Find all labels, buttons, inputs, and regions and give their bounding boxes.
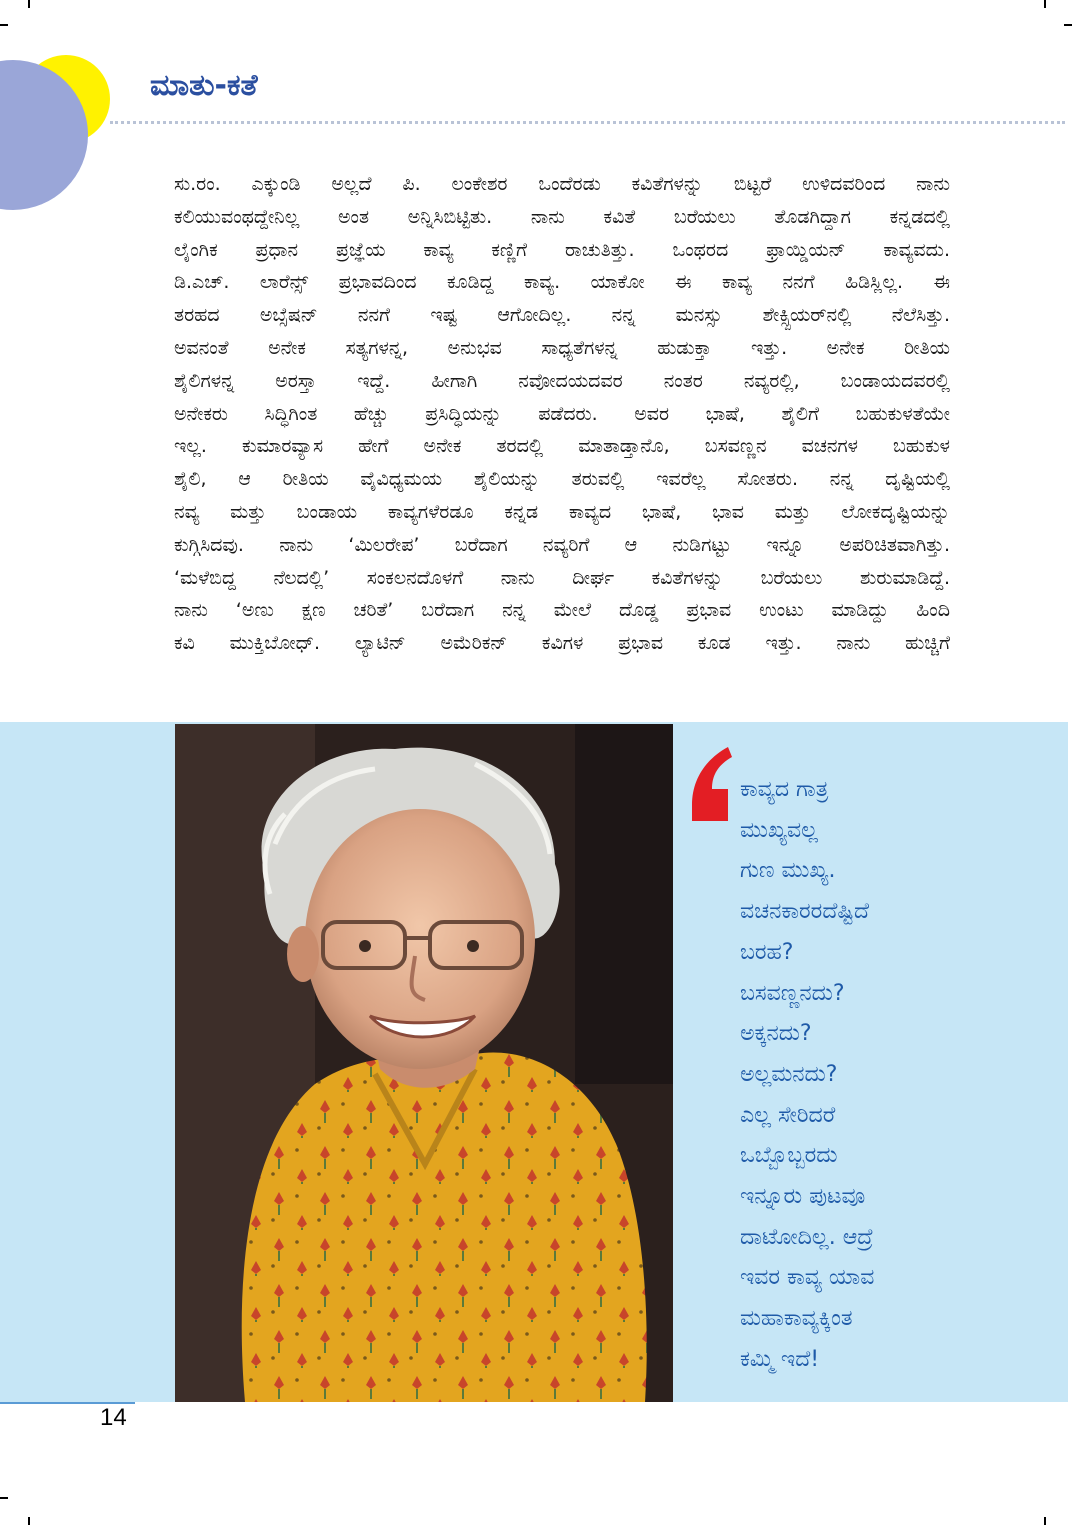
article-body — [174, 168, 950, 660]
pull-quote-line: ಅಲ್ಲಮನದು? — [740, 1061, 838, 1087]
pull-quote-line: ಗುಣ ಮುಖ್ಯ. — [740, 858, 836, 884]
author-portrait — [175, 724, 673, 1402]
article-line: ಅವನಂತೆ ಅನೇಕ ಸತ್ಯಗಳನ್ನ, ಅನುಭವ ಸಾಧ್ಯತೆಗಳನ್ನ ಹುಡುಕ್ತಾ ಇತ್ತು. ಅನೇಕ ರೀತಿಯ — [174, 336, 950, 359]
article-line: ಕುಗ್ಗಿಸಿದವು. ನಾನು ‘ಮಿಲರೇಪ’ ಬರೆದಾಗ ನವ್ಯರಿಗೆ ಆ ನುಡಿಗಟ್ಟು ಇನ್ನೂ ಅಪರಿಚಿತವಾಗಿತ್ತು. — [174, 533, 950, 556]
pull-quote-line: ಕಾವ್ಯದ ಗಾತ್ರ — [740, 777, 829, 802]
page-number: 14 — [100, 1404, 127, 1431]
dotted-divider — [110, 121, 1065, 124]
pull-quote-line: ಇವರ ಕಾವ್ಯ ಯಾವ — [740, 1265, 875, 1291]
article-line: ಕಲಿಯುವಂಥದ್ದೇನಿಲ್ಲ ಅಂತ ಅನ್ನಿಸಿಬಿಟ್ಟಿತು. ನಾನು ಕವಿತೆ ಬರೆಯಲು ತೊಡಗಿದ್ದಾಗ ಕನ್ನಡದಲ್ಲಿ — [174, 205, 950, 228]
quote-mark-icon — [688, 745, 732, 823]
article-line: ಇಲ್ಲ. ಕುಮಾರವ್ಯಾಸ ಹೇಗೆ ಅನೇಕ ತರದಲ್ಲಿ ಮಾತಾಡ್ತಾನೊ, ಬಸವಣ್ಣನ ವಚನಗಳ ಬಹುಕುಳ — [174, 435, 950, 458]
article-line: ಶೈಲಿಗಳನ್ನ ಅರಸ್ತಾ ಇದ್ದೆ. ಹೀಗಾಗಿ ನವೋದಯದವರ ನಂತರ ನವ್ಯರಲ್ಲಿ, ಬಂಡಾಯದವರಲ್ಲಿ — [174, 369, 950, 392]
pull-quote-line: ಮುಖ್ಯವಲ್ಲ — [740, 817, 818, 843]
pull-quote-line: ಇನ್ನೂರು ಪುಟವೂ — [740, 1184, 866, 1210]
pull-quote-line: ಅಕ್ಕನದು? — [740, 1021, 812, 1047]
crop-mark — [1044, 0, 1046, 8]
pull-quote-line: ದಾಟೋದಿಲ್ಲ. ಆದ್ರೆ — [740, 1224, 874, 1250]
crop-mark — [0, 1497, 8, 1499]
crop-mark — [1044, 1517, 1046, 1525]
pull-quote-line: ಎಲ್ಲ ಸೇರಿದರೆ — [740, 1102, 836, 1128]
portrait-illustration — [175, 724, 673, 1402]
pull-quote-line: ಬರಹ? — [740, 939, 794, 965]
pull-quote-line: ಒಬ್ಬೊಬ್ಬರದು — [740, 1143, 838, 1169]
article-line: ಸು.ರಂ. ಎಕ್ಕುಂಡಿ ಅಲ್ಲದೆ ಪಿ. ಲಂಕೇಶರ ಒಂದೆರಡು ಕವಿತೆಗಳನ್ನು ಬಿಟ್ಟರೆ ಉಳಿದವರಿಂದ ನಾನು — [174, 173, 950, 195]
pull-quote-line: ವಚನಕಾರರದೆಷ್ಟಿದೆ — [740, 899, 870, 925]
article-line: ನವ್ಯ ಮತ್ತು ಬಂಡಾಯ ಕಾವ್ಯಗಳೆರಡೂ ಕನ್ನಡ ಕಾವ್ಯದ ಭಾಷೆ, ಭಾವ ಮತ್ತು ಲೋಕದೃಷ್ಟಿಯನ್ನು — [174, 500, 950, 523]
article-line: ಶೈಲಿ, ಆ ರೀತಿಯ ವೈವಿಧ್ಯಮಯ ಶೈಲಿಯನ್ನು ತರುವಲ್ಲಿ ಇವರೆಲ್ಲ ಸೋತರು. ನನ್ನ ದೃಷ್ಟಿಯಲ್ಲಿ — [174, 468, 950, 491]
crop-mark — [1064, 24, 1072, 26]
pull-quote-line: ಮಹಾಕಾವ್ಯಕ್ಕಿಂತ — [740, 1306, 853, 1332]
article-line: ಕವಿ ಮುಕ್ತಿಬೋಧ್. ಲ್ಯಾಟಿನ್ ಅಮೆರಿಕನ್ ಕವಿಗಳ ಪ್ರಭಾವ ಕೂಡ ಇತ್ತು. ನಾನು ಹುಚ್ಚಿಗೆ — [174, 632, 950, 655]
pull-quote-line: ಕಮ್ಮಿ ಇದೆ! — [740, 1346, 820, 1372]
article-line: ಲೈಂಗಿಕ ಪ್ರಧಾನ ಪ್ರಜ್ಞೆಯ ಕಾವ್ಯ ಕಣ್ಣಿಗೆ ರಾಚುತಿತ್ತು. ಒಂಥರದ ಫ್ರಾಯ್ಡಿಯನ್ ಕಾವ್ಯವದು. — [174, 238, 950, 261]
pull-quote-line: ಬಸವಣ್ಣನದು? — [740, 980, 845, 1006]
article-line: ತರಹದ ಅಬ್ಸೆಷನ್ ನನಗೆ ಇಷ್ಟ ಆಗೋದಿಲ್ಲ. ನನ್ನ ಮನಸ್ಸು ಶೇಕ್ಸ್ಪಿಯರ್‌ನಲ್ಲಿ ನೆಲೆಸಿತ್ತು. — [174, 304, 950, 327]
article-line: ನಾನು ‘ಅಣು ಕ್ಷಣ ಚರಿತೆ’ ಬರೆದಾಗ ನನ್ನ ಮೇಲೆ ದೊಡ್ಡ ಪ್ರಭಾವ ಉಂಟು ಮಾಡಿದ್ದು ಹಿಂದಿ — [174, 599, 950, 622]
article-line: ಡಿ.ಎಚ್. ಲಾರೆನ್ಸ್ ಪ್ರಭಾವದಿಂದ ಕೂಡಿದ್ದ ಕಾವ್ಯ. ಯಾಕೋ ಈ ಕಾವ್ಯ ನನಗೆ ಹಿಡಿಸ್ಲಿಲ್ಲ. ಈ — [174, 271, 950, 294]
article-line: ‘ಮಳೆಬಿದ್ದ ನೆಲದಲ್ಲಿ’ ಸಂಕಲನದೊಳಗೆ ನಾನು ದೀರ್ಘ ಕವಿತೆಗಳನ್ನು ಬರೆಯಲು ಶುರುಮಾಡಿದ್ದೆ. — [174, 566, 950, 589]
pull-quote — [740, 770, 1060, 1381]
crop-mark — [28, 1517, 30, 1525]
section-title: ಮಾತು-ಕತೆ — [150, 68, 258, 103]
article-line: ಅನೇಕರು ಸಿದ್ಧಿಗಿಂತ ಹೆಚ್ಚು ಪ್ರಸಿದ್ಧಿಯನ್ನು ಪಡೆದರು. ಅವರ ಭಾಷೆ, ಶೈಲಿಗೆ ಬಹುಕುಳತೆಯೇ — [174, 402, 950, 425]
crop-mark — [0, 24, 8, 26]
crop-mark — [28, 0, 30, 8]
